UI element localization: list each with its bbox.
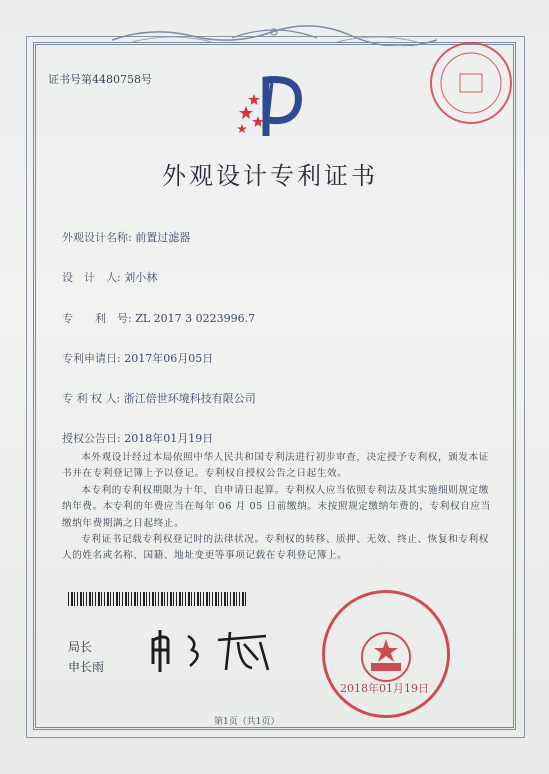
- patentee-label: 专 利 权 人:: [62, 392, 121, 405]
- patentee-value: 浙江倍世环境科技有限公司: [123, 392, 256, 405]
- page-footer: 第1页（共1页）: [214, 717, 280, 727]
- filing-date-label: 专利申请日:: [62, 352, 121, 365]
- grant-date-row: [62, 430, 213, 446]
- filing-date-value: 2017年06月05日: [124, 352, 214, 365]
- patentee-row: [62, 390, 256, 406]
- body-paragraph-3: 专利证书记载专利权登记时的法律状况。专利权的转移、质押、无效、终止、恢复和专利权人的姓名或名称、国籍、地址变更等事项记载在专利登记簿上。: [62, 534, 489, 562]
- body-paragraph-1: 本外观设计经过本局依照中华人民共和国专利法进行初步审查，决定授予专利权，颁发本证书并在专利登记簿上予以登记。专利权自授权公告之日起生效。: [62, 452, 489, 480]
- certificate-title: 外观设计专利证书: [162, 162, 378, 190]
- design-name-row: [62, 229, 190, 245]
- cnipa-logo: [232, 68, 312, 148]
- agency-stamp: [430, 42, 512, 124]
- director-title: 局长: [68, 640, 93, 654]
- top-ornament: [112, 24, 437, 46]
- signature: [148, 626, 278, 676]
- designer-row: [62, 269, 157, 285]
- design-name-value: 前置过滤器: [135, 231, 191, 244]
- patent-number-row: [62, 310, 255, 326]
- designer-value: 刘小林: [124, 271, 158, 284]
- director-name: 申长雨: [68, 660, 105, 674]
- agency-stamp-icon: [432, 44, 510, 122]
- design-name-label: 外观设计名称:: [62, 231, 132, 244]
- patent-number-label: 专 利 号:: [62, 312, 132, 325]
- filing-date-row: [62, 350, 213, 366]
- body-paragraph-2: 本专利的专利权期限为十年，自申请日起算。专利权人应当依照专利法及其实施细则规定缴纳年费。本专利的年费应当在每年 06 月 05 日前缴纳。未按照规定缴纳年费的，专利权自应当缴纳年费期满之日起终止。: [62, 485, 491, 529]
- designer-label: 设 计 人:: [62, 271, 121, 284]
- grant-date-label: 授权公告日:: [62, 432, 121, 445]
- certificate-number: 证书号第4480758号: [48, 73, 152, 86]
- national-seal: [322, 590, 450, 718]
- patent-number-value: ZL 2017 3 0223996.7: [135, 312, 256, 325]
- seal-date: 2018年01月19日: [340, 682, 429, 695]
- grant-date-value: 2018年01月19日: [124, 432, 214, 445]
- national-emblem-icon: [325, 593, 447, 715]
- barcode: [68, 592, 248, 606]
